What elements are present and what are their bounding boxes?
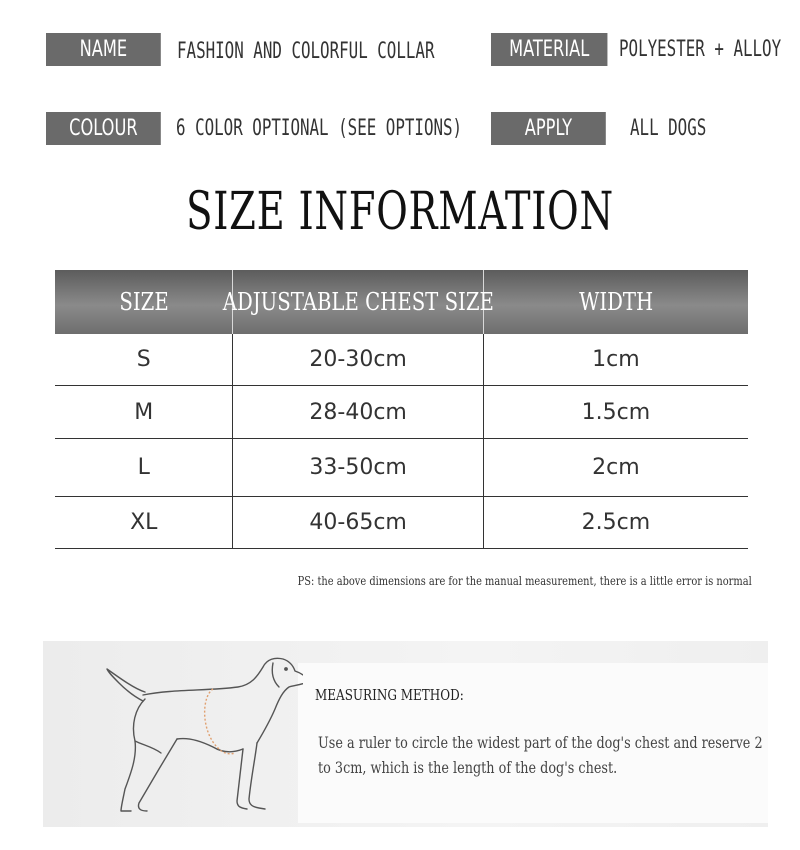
name-label: NAME bbox=[46, 33, 161, 66]
cell-size: XL bbox=[55, 497, 233, 548]
size-information-title: SIZE INFORMATION bbox=[186, 182, 614, 242]
table-row bbox=[55, 386, 748, 439]
header-size: SIZE bbox=[55, 270, 233, 334]
table-row bbox=[55, 334, 748, 386]
measuring-method-title: MEASURING METHOD: bbox=[315, 686, 464, 704]
measurement-note: PS: the above dimensions are for the manual measurement, there is a little error is normal bbox=[297, 574, 752, 588]
size-table bbox=[55, 270, 748, 549]
material-label: MATERIAL bbox=[491, 33, 607, 66]
cell-width: 2cm bbox=[592, 455, 640, 480]
measuring-method-text: Use a ruler to circle the widest part of the dog's chest and reserve 2 to 3cm, which is the length of the dog's chest. bbox=[318, 733, 763, 777]
cell-size: M bbox=[55, 386, 233, 438]
name-value: FASHION AND COLORFUL COLLAR bbox=[177, 39, 435, 64]
colour-value: 6 COLOR OPTIONAL (SEE OPTIONS) bbox=[176, 116, 463, 141]
apply-label: APPLY bbox=[491, 112, 606, 145]
table-row bbox=[55, 497, 748, 549]
colour-label: COLOUR bbox=[46, 112, 161, 145]
cell-chest: 40-65cm bbox=[233, 497, 483, 548]
material-value: POLYESTER + ALLOY bbox=[619, 37, 782, 62]
dog-outline-icon bbox=[73, 649, 303, 821]
cell-size: L bbox=[55, 439, 233, 496]
cell-width: 1.5cm bbox=[581, 399, 651, 425]
cell-chest: 20-30cm bbox=[233, 334, 483, 385]
cell-width: 2.5cm bbox=[581, 510, 651, 535]
cell-size: S bbox=[55, 334, 233, 385]
header-chest-size: ADJUSTABLE CHEST SIZE bbox=[233, 270, 484, 334]
header-width: WIDTH bbox=[579, 288, 654, 316]
cell-width: 1cm bbox=[592, 347, 640, 372]
table-header bbox=[55, 270, 748, 334]
table-row bbox=[55, 439, 748, 497]
apply-value: ALL DOGS bbox=[630, 116, 707, 141]
cell-chest: 28-40cm bbox=[233, 386, 483, 438]
cell-chest: 33-50cm bbox=[233, 439, 483, 496]
